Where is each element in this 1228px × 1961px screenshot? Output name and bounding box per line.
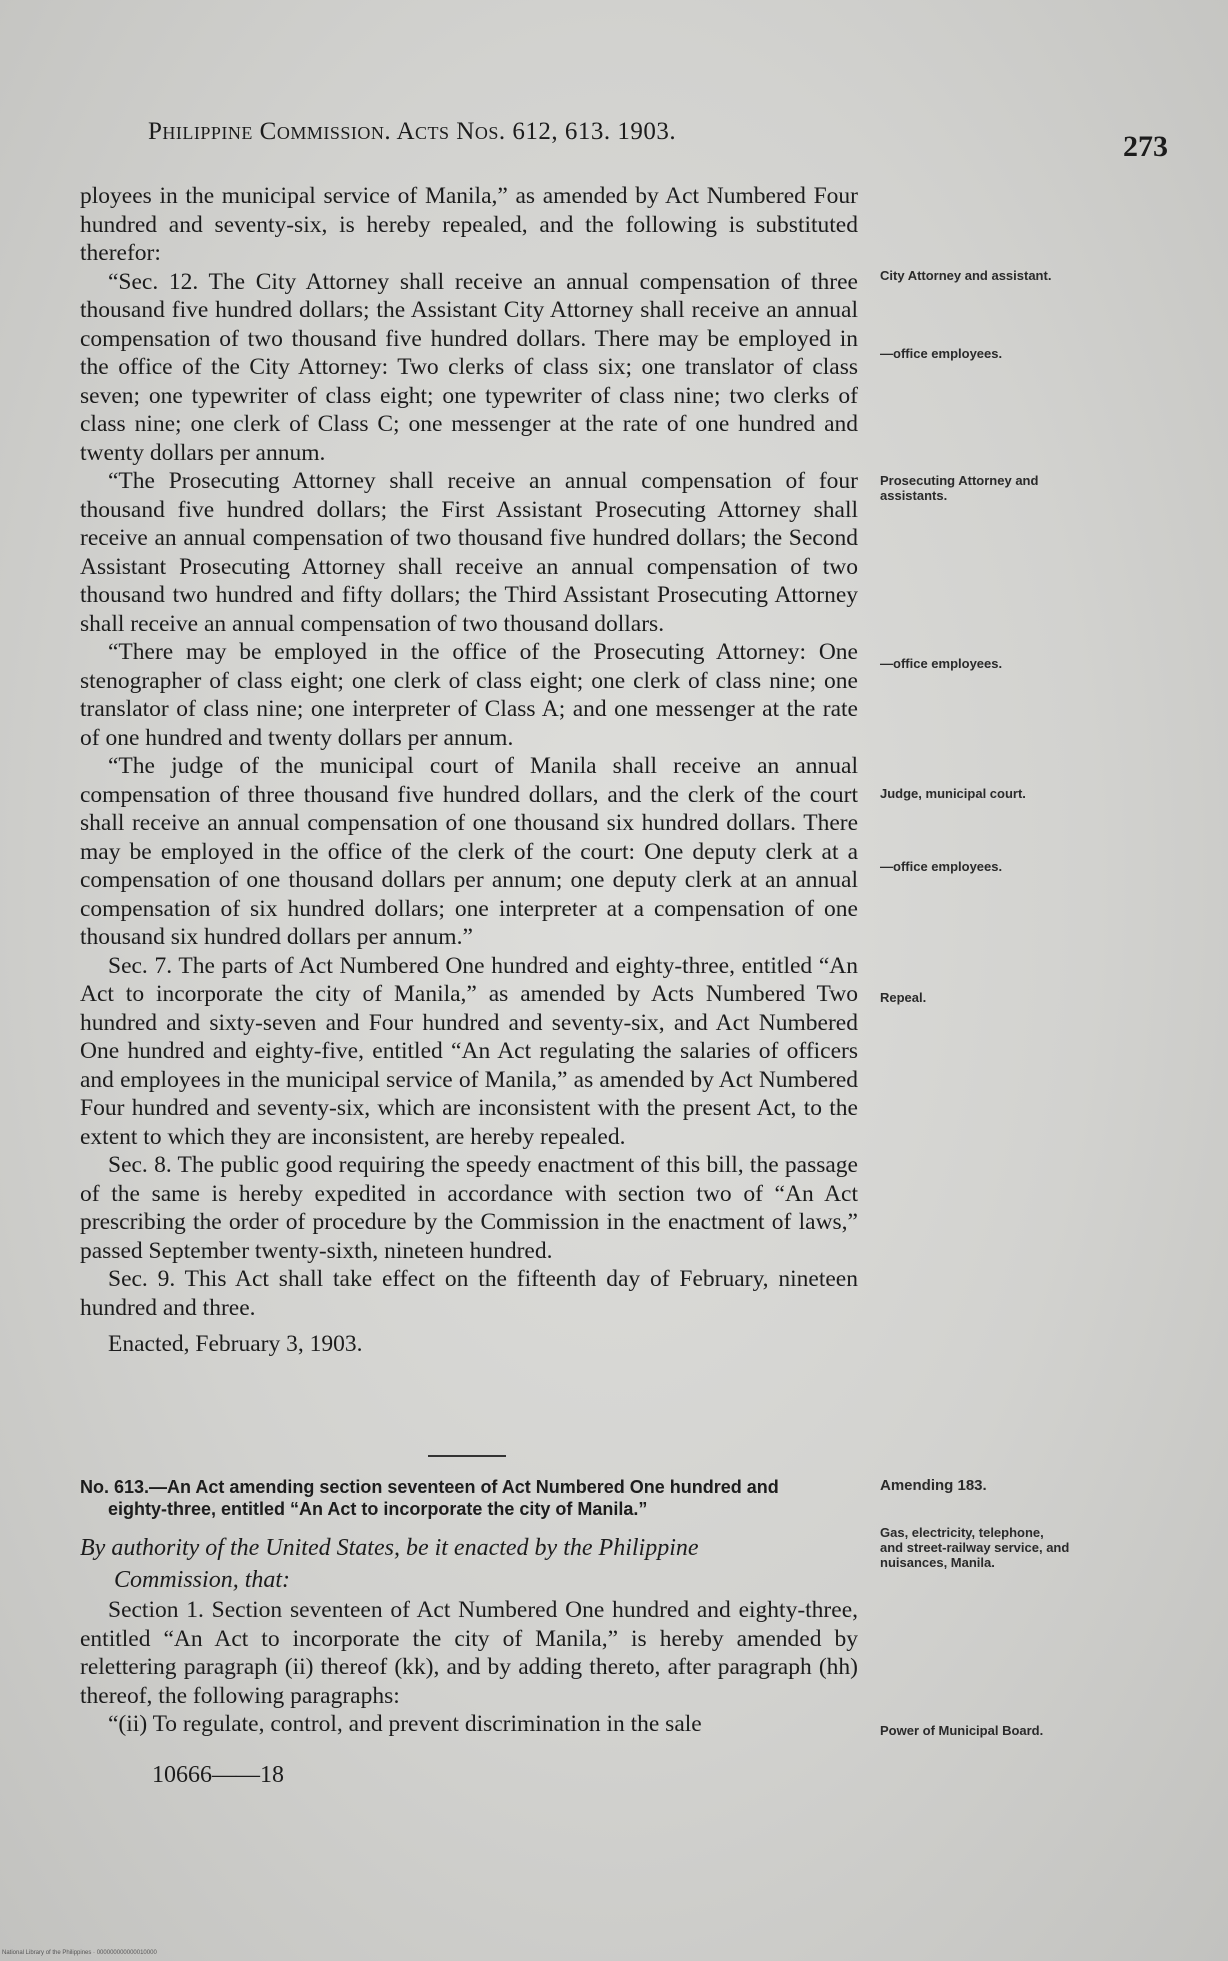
- act-title-line: eighty-three, entitled “An Act to incorporate the city of Manila.”: [108, 1499, 648, 1519]
- paragraph: Section 1. Section seventeen of Act Numbered One hundred and eighty-three, entitled “An Act to incorporate the city of Manila,” is hereby amended by relettering paragraph (ii) thereof (kk), and by adding thereto, after paragraph (hh) thereof, the following paragraphs:: [80, 1597, 858, 1709]
- margin-note-judge: Judge, municipal court.: [880, 786, 1026, 801]
- enacting-clause: [80, 1532, 858, 1596]
- margin-note-office-employees: —office employees.: [880, 859, 1003, 874]
- margin-note-city-attorney: City Attorney and assistant.: [880, 268, 1052, 283]
- paragraph: “The Prosecuting Attorney shall receive an annual compensation of four thousand five hundred dollars; the First Assistant Prosecuting Attorney shall receive an annual compensation of two thousand five hundred dollars; the Second Assistant Prosecuting Attorney shall receive an annual compensation of two thousand two hundred and fifty dollars; the Third Assistant Prosecuting Attorney shall receive an annual compensation of two thousand dollars.: [80, 468, 858, 637]
- paragraph: “(ii) To regulate, control, and prevent discrimination in the sale: [108, 1711, 702, 1737]
- paragraph: Sec. 8. The public good requiring the speedy enactment of this bill, the passage of the same is hereby expedited in accordance with section two of “An Act prescribing the order of procedure by the Commission in the enactment of laws,” passed September twenty-sixth, nineteen hundred.: [80, 1152, 858, 1264]
- margin-note-gas: Gas, electricity, telephone, and street-railway service, and nuisances, Manila.: [880, 1525, 1070, 1570]
- section-divider: [428, 1455, 506, 1457]
- enacting-line: By authority of the United States, be it enacted by the Philippine: [80, 1535, 699, 1561]
- paragraph: “The judge of the municipal court of Manila shall receive an annual compensation of three thousand five hundred dollars, and the clerk of the court shall receive an annual compensation of one thousand six hundred dollars. There may be employed in the office of the clerk of the court: One deputy clerk at a compensation of one thousand dollars per annum; one deputy clerk at an annual compensation of six hundred dollars; one interpreter at a compensation of one thousand six hundred dollars per annum.”: [80, 753, 858, 950]
- margin-note-power: Power of Municipal Board.: [880, 1723, 1044, 1738]
- margin-note-prosecuting: Prosecuting Attorney and assistants.: [880, 473, 1039, 503]
- body-text: [80, 182, 858, 1359]
- enacting-line: Commission, that:: [114, 1567, 291, 1593]
- margin-note-repeal: Repeal.: [880, 990, 927, 1005]
- page-number: 273: [1123, 130, 1168, 163]
- act-613-body: [80, 1596, 858, 1739]
- paragraph: ployees in the municipal service of Manila,” as amended by Act Numbered Four hundred and seventy-six, is hereby repealed, and the following is substituted therefor:: [80, 183, 858, 266]
- margin-note-amending: Amending 183.: [880, 1477, 987, 1494]
- running-head: Philippine Commission. Acts Nos. 612, 613. 1903.: [148, 118, 677, 145]
- act-title-line: No. 613.—An Act amending section seventeen of Act Numbered One hundred and: [80, 1477, 779, 1497]
- margin-note-office-employees: —office employees.: [880, 346, 1003, 361]
- act-613-title: [80, 1476, 860, 1520]
- scan-credit: National Library of the Philippines · 000000000000010000: [2, 1950, 157, 1956]
- paragraph: “Sec. 12. The City Attorney shall receive an annual compensation of three thousand five hundred dollars; the Assistant City Attorney shall receive an annual compensation of two thousand five hundred dollars. There may be employed in the office of the City Attorney: Two clerks of class six; one translator of class seven; one typewriter of class eight; one typewriter of class nine; two clerks of class nine; one clerk of Class C; one messenger at the rate of one hundred and twenty dollars per annum.: [80, 268, 858, 466]
- paragraph: “There may be employed in the office of the Prosecuting Attorney: One stenographer of class eight; one clerk of class eight; one clerk of class nine; one translator of class nine; one interpreter of Class A; and one messenger at the rate of one hundred and twenty dollars per annum.: [80, 639, 858, 751]
- margin-note-office-employees: —office employees.: [880, 656, 1003, 671]
- paragraph: Sec. 9. This Act shall take effect on the fifteenth day of February, nineteen hundred and three.: [80, 1266, 858, 1321]
- paragraph: Sec. 7. The parts of Act Numbered One hundred and eighty-three, entitled “An Act to incorporate the city of Manila,” as amended by Acts Numbered Two hundred and sixty-seven and Four hundred and seventy-six, and Act Numbered One hundred and eighty-five, entitled “An Act regulating the salaries of officers and employees in the municipal service of Manila,” as amended by Act Numbered Four hundred and seventy-six, which are inconsistent with the present Act, to the extent to which they are inconsistent, are hereby repealed.: [80, 952, 858, 1150]
- printer-signature: 10666——18: [152, 1762, 284, 1788]
- enacted-line: Enacted, February 3, 1903.: [108, 1331, 363, 1357]
